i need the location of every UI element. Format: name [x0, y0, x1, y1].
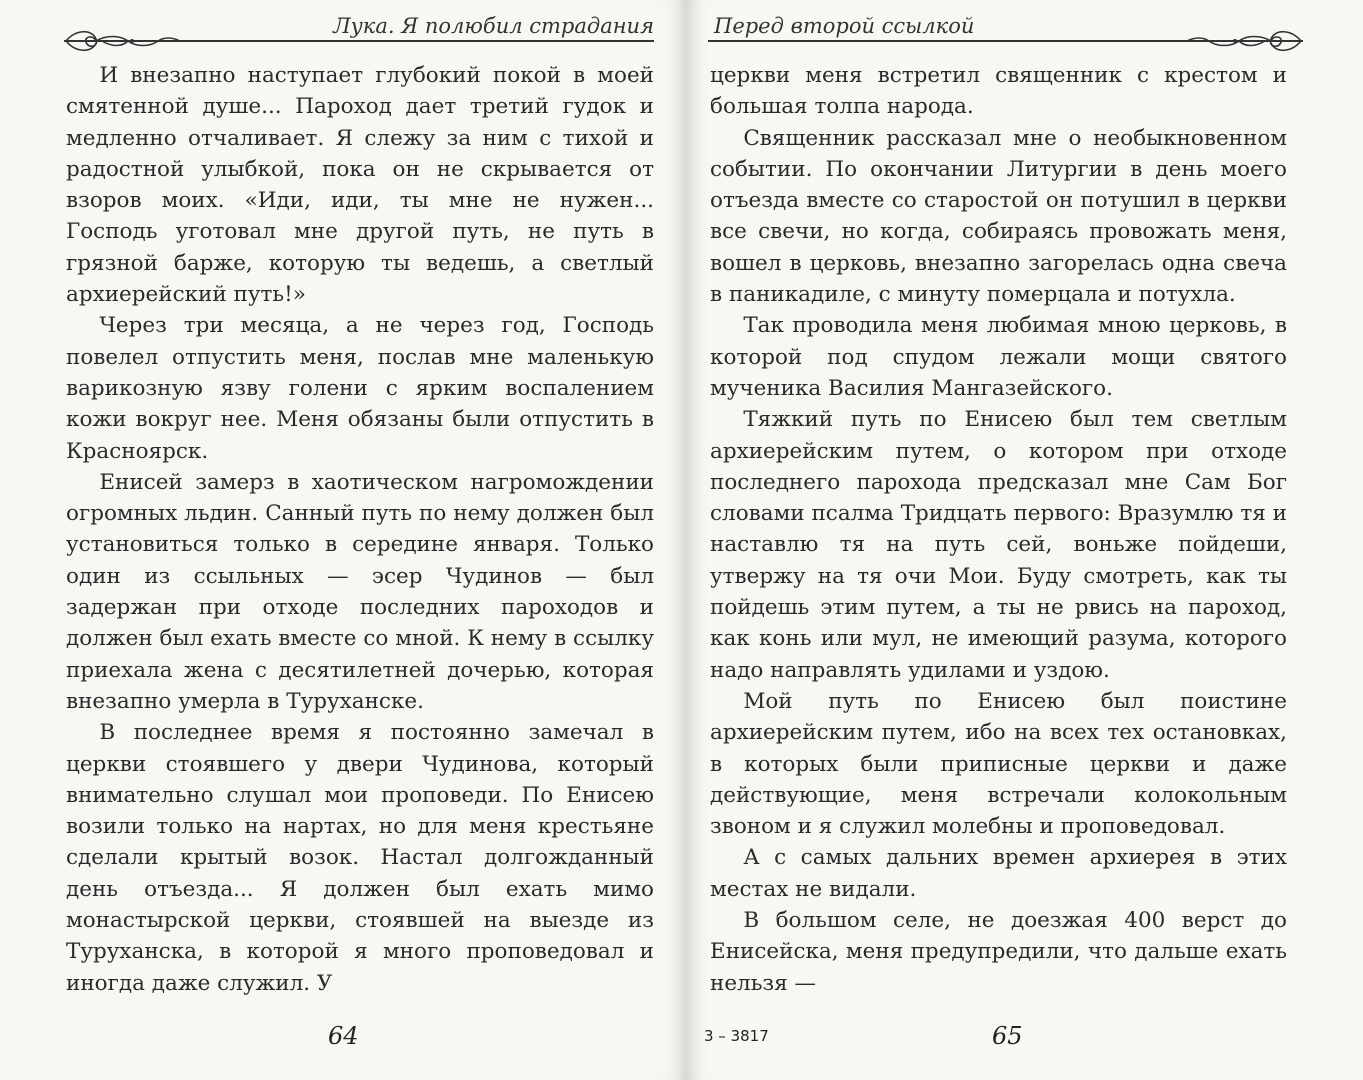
- paragraph: Через три месяца, а не через год, Господь повелел отпустить меня, послав мне маленькую варикозную язву голени с ярким воспалением кожи вокруг нее. Меня обязаны были отпустить в Красноярск.: [66, 313, 654, 464]
- header-rule: [64, 40, 654, 42]
- header-rule: [708, 40, 1303, 42]
- printer-signature: 3 – 3817: [704, 1027, 769, 1045]
- paragraph-continuation: церкви меня встретил священник с крестом и большая толпа народа.: [710, 63, 1287, 120]
- paragraph: Так проводила меня любимая мною церковь, в которой под спудом лежали мощи святого мученика Василия Мангазейского.: [710, 313, 1287, 401]
- paragraph: Тяжкий путь по Енисею был тем светлым архиерейским путем, о котором при отходе последнего парохода предсказал мне Сам Бог словами псалма Тридцать первого: Вразумлю тя и наставлю тя на путь сей, воньже пойдеши, утвержу на тя очи Мои. Буду смотреть, как ты пойдешь этим путем, а ты не рвись на пароход, как конь или мул, не имеющий разума, которого надо направлять удилами и уздою.: [710, 407, 1287, 683]
- paragraph: В последнее время я постоянно замечал в церкви стоявшего у двери Чудинова, который внимательно слушал мои проповеди. По Енисею возили только на нартах, но для меня крестьяне сделали крытый возок. Настал долгожданный день отъезда... Я должен был ехать мимо монастырской церкви, стоявшей на выезде из Туруханска, в которой я много проповедовал и иногда даже служил. У: [66, 720, 654, 996]
- body-text-right: [710, 60, 1287, 999]
- paragraph: И внезапно наступает глубокий покой в моей смятенной душе... Пароход дает третий гудок и медленно отчаливает. Я слежу за ним с тихой и радостной улыбкой, пока он не скрывается от взоров моих. «Иди, иди, ты мне не нужен... Господь уготовал мне другой путь, не путь в грязной барже, которую ты ведешь, а светлый архиерейский путь!»: [66, 63, 654, 308]
- paragraph: Енисей замерз в хаотическом нагромождении огромных льдин. Санный путь по нему должен был установиться только в середине января. Только один из ссыльных — эсер Чудинов — был задержан при отходе последних пароходов и должен был ехать вместе со мной. К нему в ссылку приехала жена с десятилетней дочерью, которая внезапно умерла в Туруханске.: [66, 469, 654, 714]
- page-number-right: 65: [992, 1022, 1023, 1050]
- right-page: [686, 0, 1363, 1080]
- paragraph: Священник рассказал мне о необыкновенном событии. По окончании Литургии в день моего отъезда вместе со старостой он потушил в церкви все свечи, но когда, собираясь провожать меня, вошел в церковь, внезапно загорелась одна свеча в паникадиле, с минуту померцала и потухла.: [710, 125, 1287, 308]
- running-head-right: Перед второй ссылкой: [714, 14, 975, 38]
- paragraph: А с самых дальних времен архиерея в этих местах не видали.: [710, 845, 1287, 902]
- paragraph: Мой путь по Енисею был поистине архиерейским путем, ибо на всех тех остановках, в которых были приписные церкви и даже действующие, меня встречали колокольным звоном и я служил молебны и проповедовал.: [710, 688, 1287, 840]
- paragraph: В большом селе, не доезжая 400 верст до Енисейска, меня предупредили, что дальше ехать нельзя —: [710, 908, 1287, 996]
- body-text-left: [66, 60, 654, 999]
- running-head-left: Лука. Я полюбил страдания: [333, 14, 654, 38]
- page-number-left: 64: [328, 1022, 359, 1050]
